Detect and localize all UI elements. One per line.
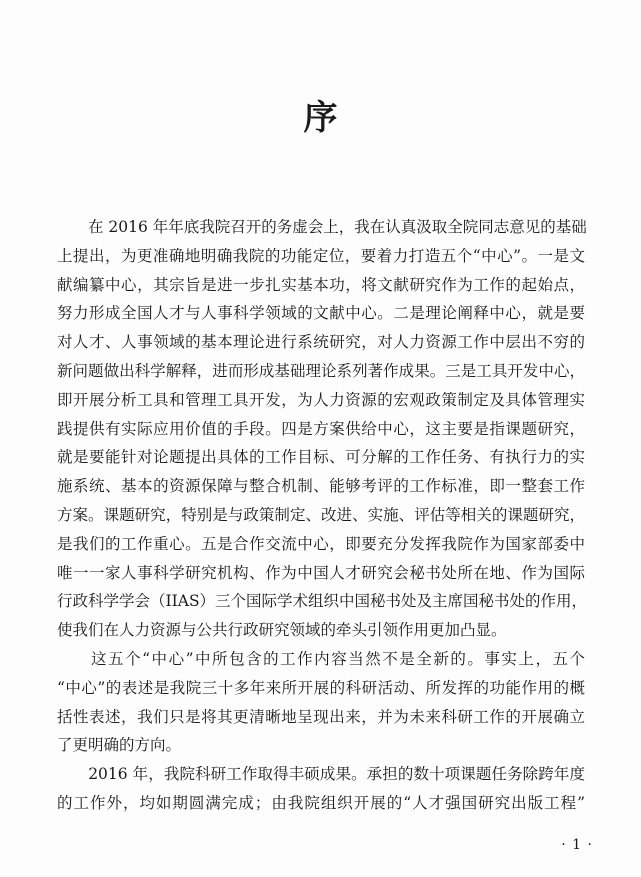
text-line: 努力形成全国人才与人事科学领域的文献中心。二是理论阐释中心，就是要 [57, 304, 585, 323]
text-line: 唯一一家人事科学研究机构、作为中国人才研究会秘书处所在地、作为国际 [57, 563, 585, 582]
text-line: “中心”的表述是我院三十多年来所开展的科研活动、所发挥的功能作用的概 [57, 678, 585, 697]
paragraph-1 [57, 213, 588, 645]
text-line: 了更明确的方向。 [57, 736, 182, 755]
text-line: 行政科学学会（IIAS）三个国际学术组织中国秘书处及主席国秘书处的作用， [57, 592, 588, 611]
text-line: 即开展分析工具和管理工具开发，为人力资源的宏观政策制定及具体管理实 [57, 390, 585, 409]
text-line: 就是要能针对论题提出具体的工作目标、可分解的工作任务、有执行力的实 [57, 448, 585, 467]
text-line: 对人才、人事领域的基本理论进行系统研究，对人力资源工作中层出不穷的 [57, 333, 585, 352]
text-line: 2016 年，我院科研工作取得丰硕成果。承担的数十项课题任务除跨年度 [57, 765, 585, 784]
page-number: · 1 · [561, 837, 593, 853]
text-line: 是我们的工作重心。五是合作交流中心，即要充分发挥我院作为国家部委中 [57, 534, 585, 553]
text-line: 献编纂中心，其宗旨是进一步扎实基本功，将文献研究作为工作的起始点， [57, 275, 585, 294]
text-line: 这五个“中心”中所包含的工作内容当然不是全新的。事实上，五个 [57, 649, 585, 668]
text-line: 的工作外，均如期圆满完成；由我院组织开展的“人才强国研究出版工程” [57, 793, 585, 812]
page-title: 序 [303, 98, 338, 138]
body-text [57, 213, 588, 818]
text-line: 施系统、基本的资源保障与整合机制、能够考评的工作标准，即一整套工作 [57, 477, 585, 496]
text-line: 使我们在人力资源与公共行政研究领域的牵头引领作用更加凸显。 [57, 621, 507, 640]
text-line: 新问题做出科学解释，进而形成基础理论系列著作成果。三是工具开发中心， [57, 361, 585, 380]
text-line: 方案。课题研究，特别是与政策制定、改进、实施、评估等相关的课题研究， [57, 505, 585, 524]
text-line: 在 2016 年年底我院召开的务虚会上，我在认真汲取全院同志意见的基础 [57, 218, 587, 236]
text-line: 括性表述，我们只是将其更清晰地呈现出来，并为未来科研工作的开展确立 [57, 707, 585, 726]
text-line: 上提出，为更准确地明确我院的功能定位，要着力打造五个“中心”。一是文 [57, 246, 585, 265]
paragraph-2 [57, 645, 585, 760]
paragraph-3 [57, 760, 585, 818]
text-line: 践提供有实际应用价值的手段。四是方案供给中心，这主要是指课题研究， [57, 419, 585, 438]
